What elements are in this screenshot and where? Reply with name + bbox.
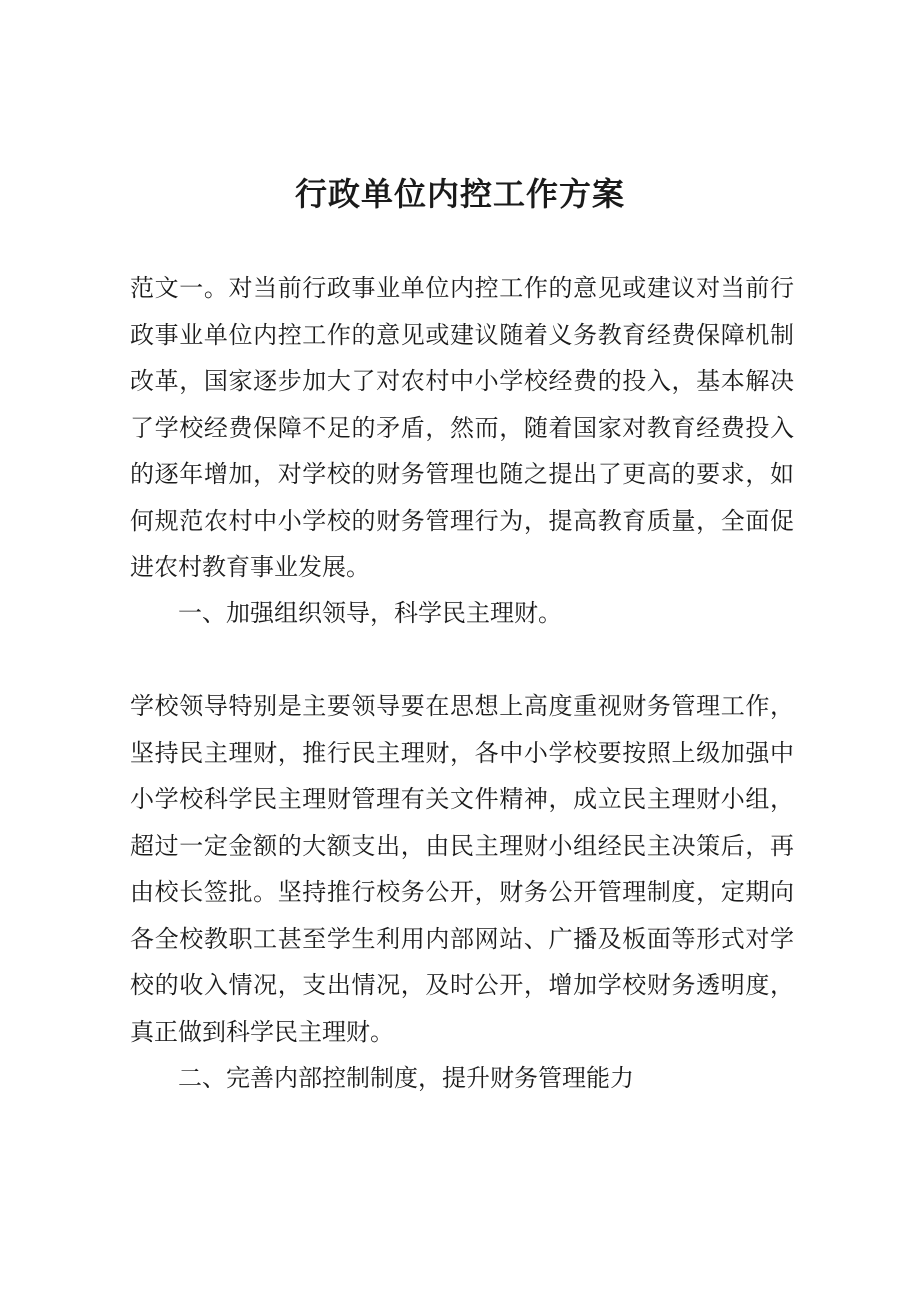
section-heading-2: 二、完善内部控制制度，提升财务管理能力 [178,1064,634,1092]
section-heading-1: 一、加强组织领导，科学民主理财。 [178,599,562,627]
paragraph-intro: 范文一。对当前行政事业单位内控工作的意见或建议对当前行政事业单位内控工作的意见或建议随着义务教育经费保障机制改革，国家逐步加大了对农村中小学校经费的投入，基本解决了学校经费保障不足的矛盾，然而，随着国家对教育经费投入的逐年增加，对学校的财务管理也随之提出了更高的要求，如何规范农村中小学校的财务管理行为，提高教育质量，全面促进农村教育事业发展。 [130,274,794,581]
document-title: 行政单位内控工作方案 [294,175,625,213]
paragraph-section-1-body: 学校领导特别是主要领导要在思想上高度重视财务管理工作，坚持民主理财，推行民主理财，各中小学校要按照上级加强中小学校科学民主理财管理有关文件精神，成立民主理财小组，超过一定金额的大额支出，由民主理财小组经民主决策后，再由校长签批。坚持推行校务公开，财务公开管理制度，定期向各全校教职工甚至学生利用内部网站、广播及板面等形式对学校的收入情况，支出情况，及时公开，增加学校财务透明度，真正做到科学民主理财。 [130,692,794,1046]
